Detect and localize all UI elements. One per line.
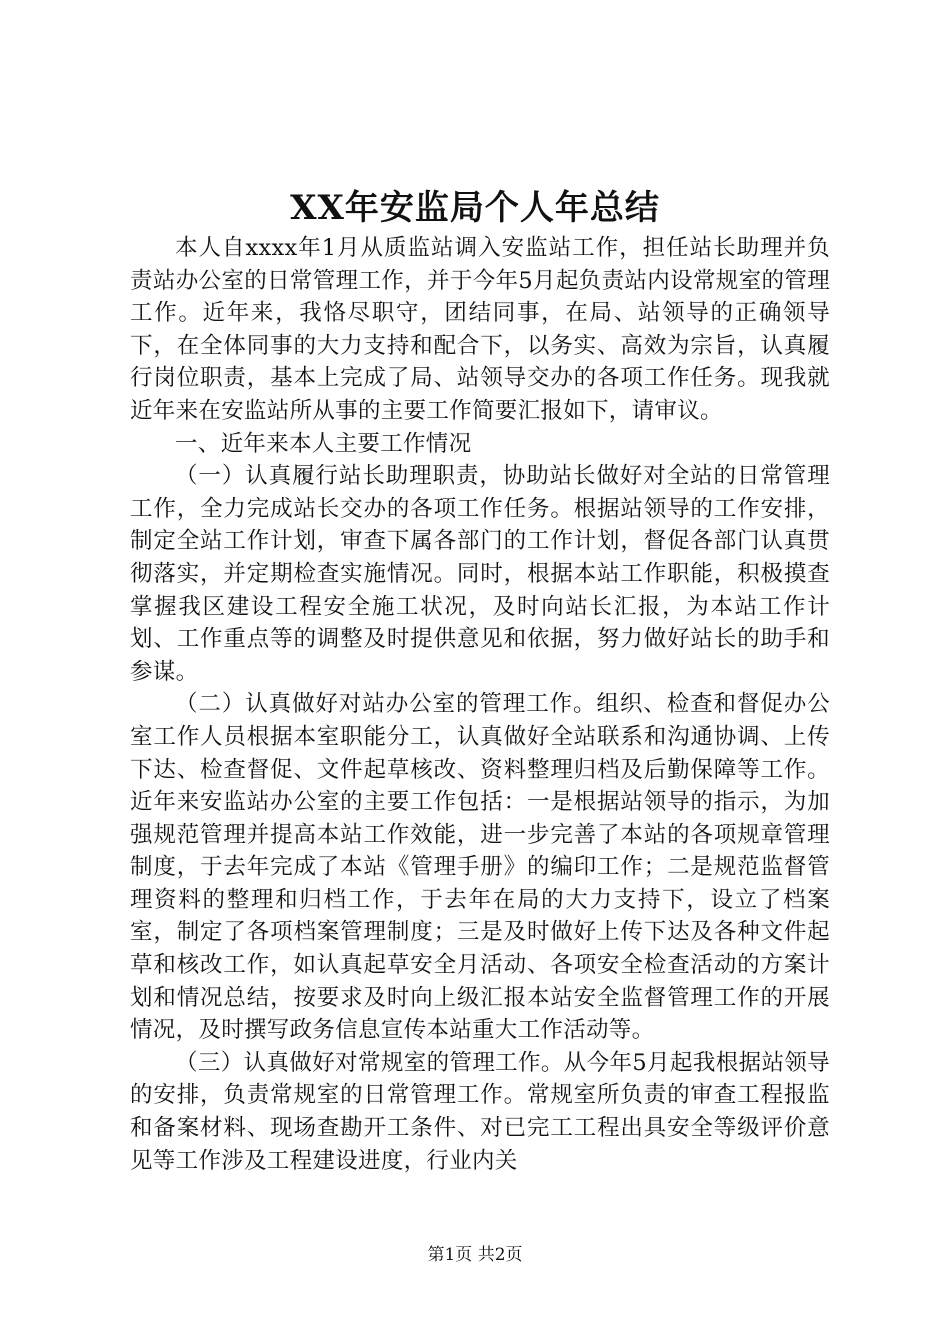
- section-heading: 一、近年来本人主要工作情况: [175, 430, 472, 457]
- document-title: XX年安监局个人年总结: [290, 188, 660, 228]
- paragraph-item-2: （二）认真做好对站办公室的管理工作。组织、检查和督促办公室工作人员根据本室职能分工，认真做好全站联系和沟通协调、上传下达、检查督促、文件起草核改、资料整理归档及后勤保障等工作。近年来安监站办公室的主要工作包括：一是根据站领导的指示，为加强规范管理并提高本站工作效能，进一步完善了本站的各项规章管理制度，于去年完成了本站《管理手册》的编印工作；二是规范监督管理资料的整理和归档工作，于去年在局的大力支持下，设立了档案室，制定了各项档案管理制度；三是及时做好上传下达及各种文件起草和核改工作，如认真起草安全月活动、各项安全检查活动的方案计划和情况总结，按要求及时向上级汇报本站安全监督管理工作的开展情况，及时撰写政务信息宣传本站重大工作活动等。: [130, 691, 830, 1044]
- paragraph-intro: 本人自xxxx年1月从质监站调入安监站工作，担任站长助理并负责站办公室的日常管理工作，并于今年5月起负责站内设常规室的管理工作。近年来，我恪尽职守，团结同事，在局、站领导的正确领导下，在全体同事的大力支持和配合下，以务实、高效为宗旨，认真履行岗位职责，基本上完成了局、站领导交办的各项工作任务。现我就近年来在安监站所从事的主要工作简要汇报如下，请审议。: [130, 235, 830, 424]
- paragraph-item-1: （一）认真履行站长助理职责，协助站长做好对全站的日常管理工作，全力完成站长交办的各项工作任务。根据站领导的工作安排，制定全站工作计划，审查下属各部门的工作计划，督促各部门认真贯彻落实，并定期检查实施情况。同时，根据本站工作职能，积极摸查掌握我区建设工程安全施工状况，及时向站长汇报，为本站工作计划、工作重点等的调整及时提供意见和依据，努力做好站长的助手和参谋。: [130, 463, 830, 685]
- paragraph-item-3: （三）认真做好对常规室的管理工作。从今年5月起我根据站领导的安排，负责常规室的日常管理工作。常规室所负责的审查工程报监和备案材料、现场查勘开工条件、对已完工工程出具安全等级评价意见等工作涉及工程建设进度，行业内关: [130, 1049, 830, 1174]
- document-body: [130, 232, 830, 1177]
- page-number-footer: 第1页 共2页: [427, 1245, 523, 1265]
